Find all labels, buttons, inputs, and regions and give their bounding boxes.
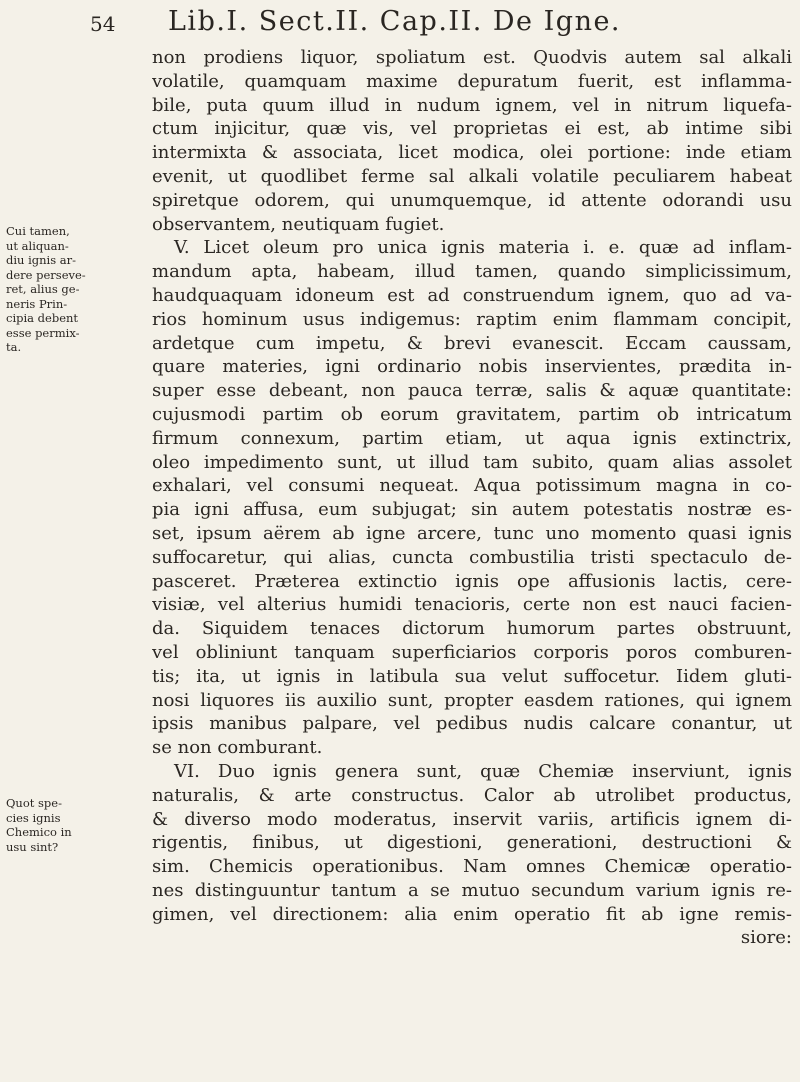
running-head: Lib.I. Sect.II. Cap.II. De Igne.	[168, 6, 622, 37]
text-line: gimen, vel directionem: alia enim operatio fit ab igne remis-	[152, 903, 792, 925]
page-number: 54	[90, 12, 116, 36]
margin-note-line: usu sint?	[6, 839, 59, 854]
text-line: bile, puta quum illud in nudum ignem, vel in nitrum liquefa-	[152, 94, 792, 116]
text-line: nosi liquores iis auxilio sunt, propter easdem rationes, qui ignem	[152, 689, 792, 711]
text-line: haudquaquam idoneum est ad construendum ignem, quo ad va-	[152, 284, 792, 306]
text-line: set, ipsum aërem ab igne arcere, tunc uno momento quasi ignis	[152, 522, 792, 544]
margin-note-line: diu ignis ar-	[6, 253, 77, 267]
margin-note-line: ta.	[6, 340, 22, 354]
text-line: evenit, ut quodlibet ferme sal alkali volatile peculiarem habeat	[152, 165, 792, 187]
text-line: ipsis manibus palpare, vel pedibus nudis calcare conantur, ut	[152, 713, 792, 735]
margin-note-line: esse permix-	[6, 325, 80, 340]
text-line: & diverso modo moderatus, inservit variis, artificis ignem di-	[152, 808, 792, 830]
margin-note-line: Quot spe-	[6, 796, 62, 810]
text-line: pia igni affusa, eum subjugat; sin autem potestatis nostræ es-	[152, 499, 792, 521]
text-line: super esse debeant, non pauca terræ, salis & aquæ quantitate:	[152, 380, 792, 402]
text-line: ctum injicitur, quæ vis, vel proprietas ei est, ab intime sibi	[152, 118, 792, 140]
text-line: VI. Duo ignis genera sunt, quæ Chemiæ inserviunt, ignis	[174, 760, 792, 782]
text-line: intermixta & associata, licet modica, olei portione: inde etiam	[152, 142, 792, 164]
text-line: rigentis, finibus, ut digestioni, generationi, destructioni &	[152, 832, 792, 854]
text-line: sim. Chemicis operationibus. Nam omnes Chemicæ operatio-	[152, 856, 792, 878]
body-text	[152, 46, 792, 950]
margin-note-line: ut aliquan-	[6, 238, 69, 253]
text-line: se non comburant.	[152, 737, 323, 759]
page-header	[90, 4, 790, 44]
text-line: cujusmodi partim ob eorum gravitatem, partim ob intricatum	[152, 403, 792, 425]
margin-note-line: Chemico in	[6, 825, 72, 839]
margin-note-line: ret, alius ge-	[6, 282, 80, 296]
text-line: suffocaretur, qui alias, cuncta combustilia tristi spectaculo de-	[152, 546, 792, 568]
margin-note-line: dere perseve-	[6, 267, 86, 282]
text-line: ardetque cum impetu, & brevi evanescit. Eccam caussam,	[152, 332, 792, 354]
margin-note-line: cipia debent	[6, 311, 79, 325]
text-line: volatile, quamquam maxime depuratum fuerit, est inflamma-	[152, 70, 792, 92]
text-line: quare materies, igni ordinario nobis inservientes, prædita in-	[152, 356, 792, 378]
text-line: exhalari, vel consumi nequeat. Aqua potissimum magna in co-	[152, 475, 792, 497]
text-line: firmum connexum, partim etiam, ut aqua ignis extinctrix,	[152, 427, 792, 449]
margin-note-line: cies ignis	[6, 810, 61, 825]
text-line: V. Licet oleum pro unica ignis materia i. e. quæ ad inflam-	[174, 237, 792, 259]
text-line: da. Siquidem tenaces dictorum humorum partes obstruunt,	[152, 618, 792, 640]
text-line: pasceret. Præterea extinctio ignis ope affusionis lactis, cere-	[152, 570, 792, 592]
text-line: mandum apta, habeam, illud tamen, quando simplicissimum,	[152, 261, 792, 283]
text-line: naturalis, & arte constructus. Calor ab utrolibet productus,	[152, 784, 792, 806]
text-line: spiretque odorem, qui unumquemque, id attente odorandi usu	[152, 189, 792, 211]
text-line: non prodiens liquor, spoliatum est. Quodvis autem sal alkali	[152, 47, 792, 68]
margin-note-line: Cui tamen,	[6, 224, 70, 238]
text-line: observantem, neutiquam fugiet.	[152, 213, 445, 235]
margin-note-fire-principles	[6, 224, 114, 355]
margin-note-line: neris Prin-	[6, 296, 68, 311]
text-line: visiæ, vel alterius humidi tenacioris, certe non est nauci facien-	[152, 594, 792, 616]
text-line: rios hominum usus indigemus: raptim enim flammam concipit,	[152, 308, 792, 330]
text-line: vel obliniunt tanquam superficiarios corporis poros comburen-	[152, 641, 792, 663]
text-line: tis; ita, ut ignis in latibula sua velut suffocetur. Iidem gluti-	[152, 665, 792, 687]
text-line: siore:	[740, 927, 792, 949]
text-line: nes distinguuntur tantum a se mutuo secundum varium ignis re-	[152, 879, 792, 901]
text-line: oleo impedimento sunt, ut illud tam subito, quam alias assolet	[152, 451, 792, 473]
margin-note-fire-species	[6, 796, 114, 854]
